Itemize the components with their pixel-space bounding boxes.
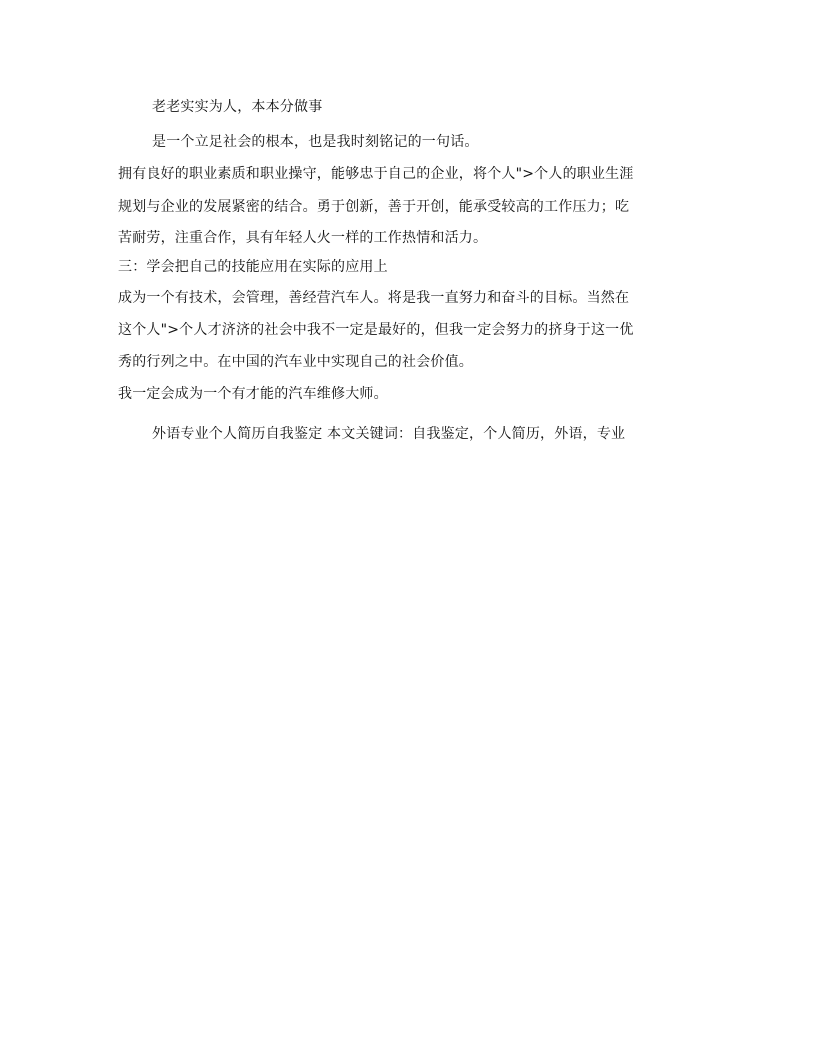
paragraph-line-2: 是一个立足社会的根本，也是我时刻铭记的一句话。: [152, 134, 479, 150]
paragraph-line-7: 成为一个有技术，会管理，善经营汽车人。将是我一直努力和奋斗的目标。当然在: [118, 290, 630, 306]
keywords-line: 外语专业个人简历自我鉴定 本文关键词：自我鉴定，个人简历，外语，专业: [152, 426, 626, 442]
paragraph-line-9: 秀的行列之中。在中国的汽车业中实现自己的社会价值。: [118, 354, 473, 370]
paragraph-line-5: 苦耐劳，注重合作，具有年轻人火一样的工作热情和活力。: [118, 230, 488, 246]
section-heading-line: 三：学会把自己的技能应用在实际的应用上: [118, 259, 388, 275]
paragraph-line-3: 拥有良好的职业素质和职业操守，能够忠于自己的企业，将个人">个人的职业生涯: [118, 166, 634, 182]
paragraph-line-1: 老老实实为人，本本分做事: [152, 99, 323, 115]
paragraph-line-4: 规划与企业的发展紧密的结合。勇于创新，善于开创，能承受较高的工作压力；吃: [118, 199, 630, 215]
paragraph-line-10: 我一定会成为一个有才能的汽车维修大师。: [118, 386, 388, 402]
paragraph-line-8: 这个人">个人才济济的社会中我不一定是最好的，但我一定会努力的挤身于这一优: [118, 322, 634, 338]
